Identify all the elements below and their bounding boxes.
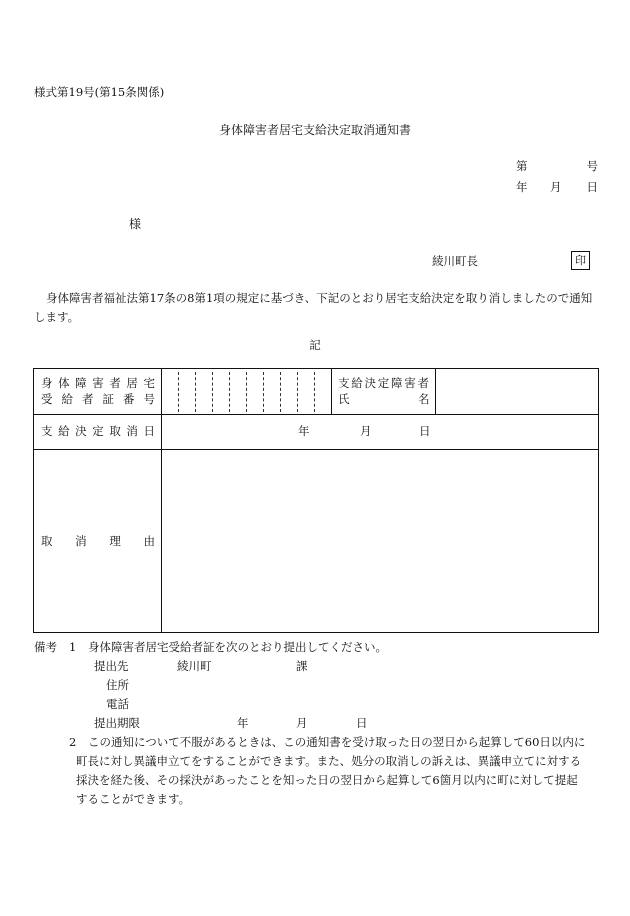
cancel-date-label: 支給決定取消日 [41, 424, 155, 438]
form-number: 様式第19号(第15条関係) [34, 85, 165, 99]
note-2-line-3: 採決を経た後、その採決があったことを知った日の翌日から起算して6箇月以内に町に対して提起 [76, 773, 578, 787]
addressee-honorific: 様 [129, 217, 142, 231]
year-label: 年 [516, 180, 528, 194]
note-2-line-2: 町長に対し異議申立てをすることができます。また、処分の取消しの訴えは、異議申立てに対する [76, 754, 582, 768]
table-divider [161, 369, 162, 632]
digit-divider [195, 372, 196, 412]
note-2-line-1: この通知について不服があるときは、この通知書を受け取った日の翌日から起算して60日以内に [88, 735, 586, 749]
section-suffix: 課 [296, 659, 308, 673]
deadline-month-label: 月 [296, 716, 308, 730]
note-2-number: 2 [69, 735, 77, 749]
info-table [33, 368, 599, 633]
issuer-name: 綾川町長 [432, 254, 478, 268]
cancel-month-label: 月 [360, 424, 372, 438]
ki-heading: 記 [309, 338, 321, 352]
submit-to-label: 提出先 [94, 659, 129, 673]
recipient-label-shi: 氏 [338, 392, 350, 406]
cancel-year-label: 年 [298, 424, 310, 438]
cert-number-label-line2: 受給者証番号 [41, 392, 155, 406]
notes-heading: 備考 [34, 640, 57, 654]
digit-divider [212, 372, 213, 412]
digit-divider [246, 372, 247, 412]
deadline-day-label: 日 [356, 716, 368, 730]
body-paragraph [34, 289, 600, 327]
digit-divider [229, 372, 230, 412]
table-divider [34, 449, 598, 450]
town-name: 綾川町 [177, 659, 212, 673]
digit-divider [297, 372, 298, 412]
table-divider [34, 414, 598, 415]
cert-number-label-line1: 身体障害者居宅 [41, 376, 155, 390]
phone-label: 電話 [106, 697, 129, 711]
day-label: 日 [586, 180, 598, 194]
digit-divider [314, 372, 315, 412]
recipient-label-mei: 名 [418, 392, 430, 406]
note-1-text: 身体障害者居宅受給者証を次のとおり提出してください。 [88, 640, 387, 654]
address-label: 住所 [106, 678, 129, 692]
digit-divider [280, 372, 281, 412]
dai-label: 第 [516, 159, 528, 173]
recipient-label-line1: 支給決定障害者 [338, 376, 429, 390]
table-divider [331, 369, 332, 414]
cancel-day-label: 日 [419, 424, 431, 438]
digit-divider [263, 372, 264, 412]
deadline-year-label: 年 [237, 716, 249, 730]
deadline-label: 提出期限 [94, 716, 140, 730]
note-1-number: 1 [69, 640, 77, 654]
digit-divider [178, 372, 179, 412]
table-divider [435, 369, 436, 414]
note-2-line-4: することができます。 [76, 792, 191, 806]
reason-label: 取消理由 [41, 534, 155, 548]
seal-mark: 印 [571, 251, 590, 270]
body-text: 身体障害者福祉法第17条の8第1項の規定に基づき、下記のとおり居宅支給決定を取り消しましたので通知します。 [34, 291, 593, 324]
document-title: 身体障害者居宅支給決定取消通知書 [218, 123, 411, 137]
month-label: 月 [550, 180, 562, 194]
go-label: 号 [586, 159, 598, 173]
